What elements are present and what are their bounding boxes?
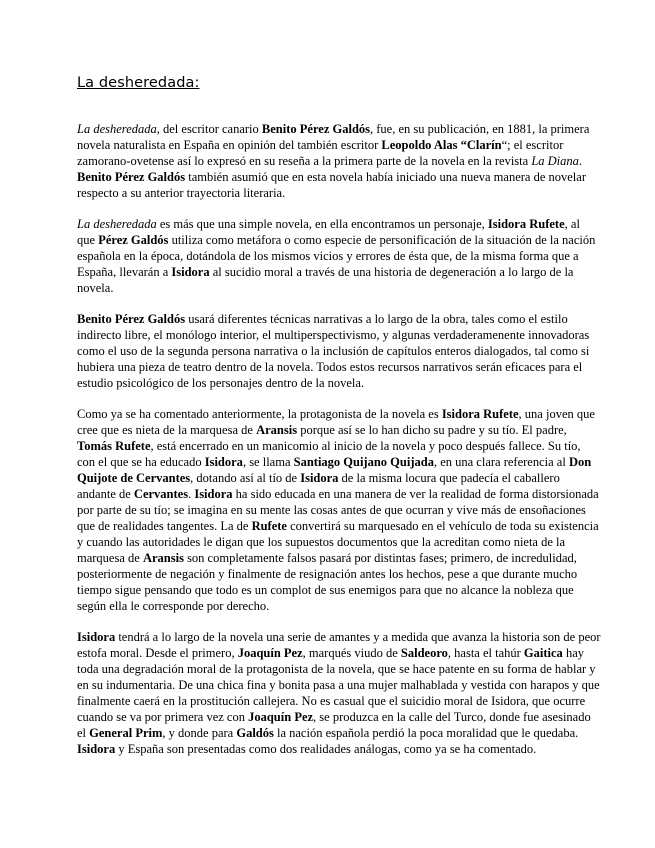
text-span: , en una clara referencia al bbox=[433, 455, 569, 469]
character-name: Isidora bbox=[204, 455, 243, 469]
text-span: , y donde para bbox=[162, 726, 237, 740]
paragraph-2 bbox=[77, 216, 601, 296]
text-span: , se llama bbox=[242, 455, 294, 469]
paragraph-4 bbox=[77, 406, 601, 614]
author-name: Galdós bbox=[236, 726, 274, 740]
text-span: . bbox=[578, 154, 583, 168]
text-span: de la misma locura que padecía el caballero andante de bbox=[77, 471, 560, 501]
character-name: Isidora bbox=[77, 742, 116, 756]
book-title: La desheredada bbox=[77, 217, 157, 231]
magazine-title: La Diana bbox=[531, 154, 579, 168]
character-name: Gaitica bbox=[523, 646, 563, 660]
author-name: Pérez Galdós bbox=[98, 233, 169, 247]
document-body bbox=[77, 121, 601, 772]
character-name: Joaquín Pez bbox=[248, 710, 314, 724]
text-span: también asumió que en esta novela había iniciado una nueva manera de novelar respecto a su anterior trayectoria literaria. bbox=[77, 170, 586, 200]
paragraph-3 bbox=[77, 311, 601, 391]
place-name: Aransis bbox=[142, 551, 184, 565]
book-title: La desheredada bbox=[77, 122, 157, 136]
character-name: Isidora bbox=[300, 471, 339, 485]
place-name: Saldeoro bbox=[400, 646, 448, 660]
text-span: tendrá a lo largo de la novela una serie de amantes y a medida que avanza la historia son de peor estofa moral. Desde el primero, bbox=[77, 630, 601, 660]
text-span: ha sido educada en una manera de ver la realidad de forma distorsionada por parte de su tío; se imagina en su mente las cosas antes de que ocurran y vive más de ensoñaciones que de realidades tangentes. La de bbox=[77, 487, 599, 533]
text-span: hay toda una degradación moral de la protagonista de la novela, que se hace patente en su forma de hablar y en su indumentaria. De una chica fina y bonita pasa a una mujer malhablada y vestida con harapos y que finalmente caerá en la prostitución callejera. No es casual que el suicidio moral de Isidora, que ocurre cuando se va por primera vez con bbox=[77, 646, 600, 724]
text-span: . bbox=[188, 487, 195, 501]
text-span: utiliza como metáfora o como especie de personificación de la situación de la nación española en la época, dotándola de los mismos vicios y errores de ésta que, de la misma forma que a España, llevarán a bbox=[77, 233, 596, 279]
character-name: Tomás Rufete bbox=[77, 439, 151, 453]
document-title: La desheredada: bbox=[77, 75, 200, 91]
author-name: Benito Pérez Galdós bbox=[77, 170, 186, 184]
work-reference: Don Quijote de Cervantes bbox=[77, 455, 592, 485]
historical-figure: General Prim bbox=[89, 726, 163, 740]
text-span: es más que una simple novela, en ella encontramos un personaje, bbox=[156, 217, 488, 231]
text-span: y España son presentadas como dos realidades análogas, como ya se ha comentado. bbox=[115, 742, 537, 756]
text-span: , fue, en su publicación, en 1881, la primera novela naturalista en España en opinión del también escritor bbox=[77, 122, 590, 152]
author-name: Benito Pérez Galdós bbox=[77, 312, 186, 326]
text-span: convertirá su marquesado en el vehículo de toda su existencia y cuando las autoridades le digan que los supuestos documentos que la acreditan como nieta de la marquesa de bbox=[77, 519, 599, 565]
text-span: la nación española perdió la poca moralidad que le quedaba. bbox=[273, 726, 579, 740]
character-name: Isidora bbox=[77, 630, 116, 644]
paragraph-1 bbox=[77, 121, 601, 201]
text-span: , del escritor canario bbox=[156, 122, 262, 136]
character-name: Isidora bbox=[194, 487, 233, 501]
text-span: porque así se lo han dicho su padre y su tío. El padre, bbox=[297, 423, 567, 437]
text-span: , dotando así al tío de bbox=[190, 471, 301, 485]
character-name: Isidora Rufete bbox=[441, 407, 519, 421]
place-name: Aransis bbox=[256, 423, 298, 437]
author-name: Cervantes bbox=[133, 487, 189, 501]
text-span: son completamente falsos pasará por distintas fases; primero, de incredulidad, posteriormente de negación y finalmente de resignación antes los hechos, pese a que durante mucho tiempo sigue pensando que todo es un complot de sus enemigos para que no alcance la nobleza que según ella le corresponde por derecho. bbox=[77, 551, 578, 613]
character-name: Isidora Rufete bbox=[487, 217, 565, 231]
text-span: al sucidio moral a través de una historia de degeneración a lo largo de la novela. bbox=[77, 265, 574, 295]
character-name: Santiago Quijano Quijada bbox=[293, 455, 434, 469]
character-name: Joaquín Pez bbox=[237, 646, 303, 660]
critic-name: Leopoldo Alas “Clarín bbox=[381, 138, 502, 152]
character-name: Isidora bbox=[171, 265, 210, 279]
text-span: , una joven que cree que es nieta de la marquesa de bbox=[77, 407, 595, 437]
character-name: Rufete bbox=[251, 519, 287, 533]
text-span: “; el escritor zamorano-ovetense así lo expresó en su reseña a la primera parte de la novela en la revista bbox=[77, 138, 564, 168]
text-span: , está encerrado en un manicomio al inicio de la novela y poco después fallece. Su tío, con el que se ha educado bbox=[77, 439, 581, 469]
text-span: Como ya se ha comentado anteriormente, la protagonista de la novela es bbox=[77, 407, 442, 421]
paragraph-5 bbox=[77, 629, 601, 757]
text-span: , se produzca en la calle del Turco, donde fue asesinado el bbox=[77, 710, 591, 740]
text-span: usará diferentes técnicas narrativas a lo largo de la obra, tales como el estilo indirecto libre, el monólogo interior, el multiperspectivismo, y algunas verdaderamenente innovadoras como el uso de la segunda persona narrativa o la inclusión de capítulos enteros dialogados, tal como si hubiera una pieza de teatro dentro de la novela. Todos estos recursos narrativos serán eficaces para el estudio psicológico de los personajes dentro de la novela. bbox=[77, 312, 590, 390]
text-span: , al que bbox=[77, 217, 580, 247]
text-span: , marqués viudo de bbox=[302, 646, 401, 660]
text-span: , hasta el tahúr bbox=[447, 646, 524, 660]
author-name: Benito Pérez Galdós bbox=[261, 122, 371, 136]
